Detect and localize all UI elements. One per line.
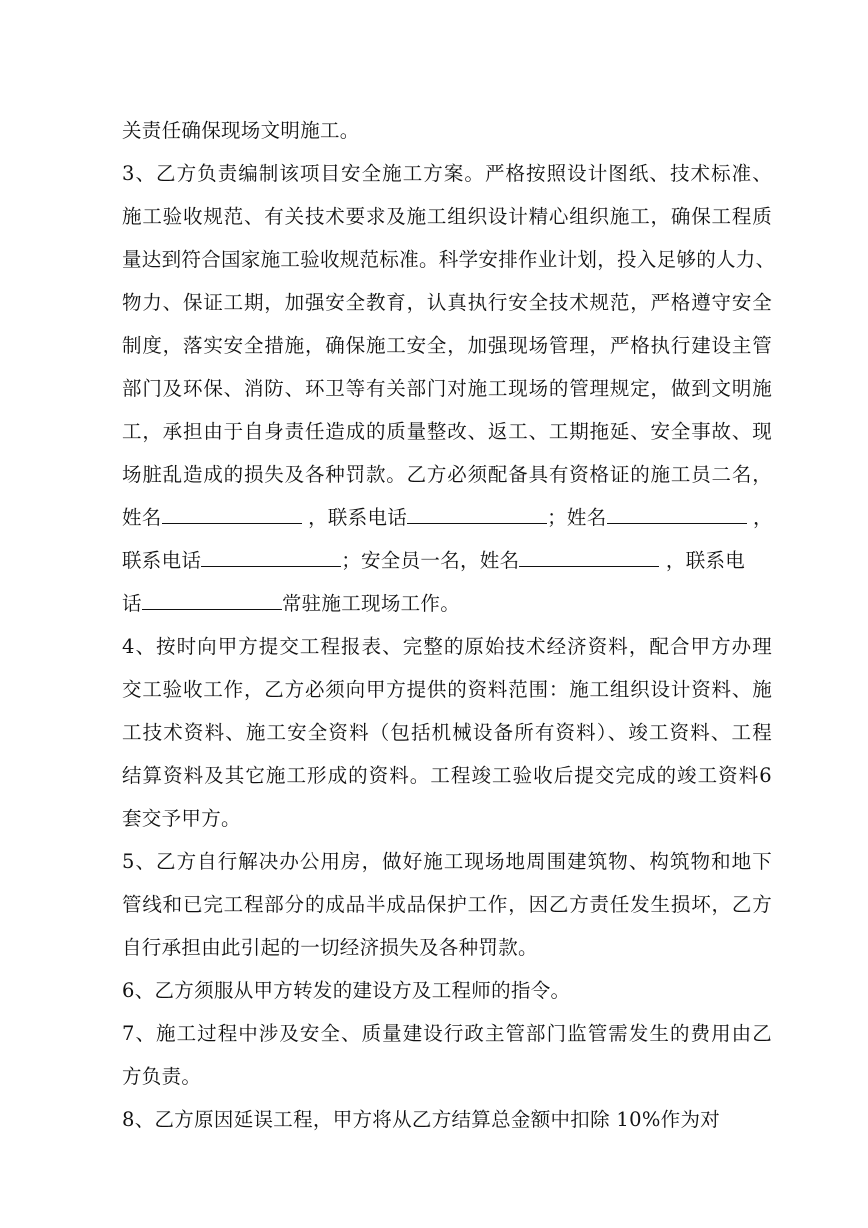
paragraph-line: 工技术资料、施工安全资料（包括机械设备所有资料）、竣工资料、工程 [122, 721, 772, 744]
paragraph-line: 工，承担由于自身责任造成的质量整改、返工、工期拖延、安全事故、现 [122, 420, 772, 443]
name-blank[interactable] [162, 505, 302, 524]
paragraph-line: 施工验收规范、有关技术要求及施工组织设计精心组织施工，确保工程质 [122, 205, 772, 228]
paragraph-line: 关责任确保现场文明施工。 [122, 119, 360, 142]
phone-blank[interactable] [201, 548, 341, 567]
phone-blank[interactable] [142, 591, 282, 610]
paragraph-line: 套交予甲方。 [122, 807, 241, 830]
fill-label: ，联系电话 [308, 506, 408, 529]
paragraph-line: 自行承担由此引起的一切经济损失及各种罚款。 [122, 936, 538, 959]
name-blank[interactable] [519, 548, 659, 567]
paragraph-line: 交工验收工作，乙方必须向甲方提供的资料范围：施工组织设计资料、施 [122, 678, 772, 701]
paragraph-line: 场脏乱造成的损失及各种罚款。乙方必须配备具有资格证的施工员二名， [122, 463, 772, 486]
paragraph-line: 量达到符合国家施工验收规范标准。科学安排作业计划，投入足够的人力、 [122, 248, 776, 271]
fill-label: 联系电话 [122, 549, 202, 572]
fill-line [122, 505, 772, 531]
fill-label: 话 [122, 592, 142, 615]
fill-label: 常驻施工现场工作。 [281, 592, 461, 615]
fill-label: ；安全员一名，姓名 [341, 549, 520, 572]
phone-blank[interactable] [407, 505, 547, 524]
paragraph-line: 制度，落实安全措施，确保施工安全，加强现场管理，严格执行建设主管 [122, 334, 772, 357]
paragraph-line: 5、乙方自行解决办公用房，做好施工现场地周围建筑物、构筑物和地下 [122, 850, 772, 873]
paragraph-line: 7、施工过程中涉及安全、质量建设行政主管部门监管需发生的费用由乙 [122, 1022, 772, 1045]
fill-label: ；姓名 [547, 506, 607, 529]
paragraph-line: 结算资料及其它施工形成的资料。工程竣工验收后提交完成的竣工资料6 [122, 764, 772, 787]
paragraph-line: 方负责。 [122, 1065, 202, 1088]
fill-label: ， [753, 506, 773, 529]
fill-label: 姓名 [122, 506, 162, 529]
paragraph-line: 物力、保证工期，加强安全教育，认真执行安全技术规范，严格遵守安全 [122, 291, 772, 314]
paragraph-line: 6、乙方须服从甲方转发的建设方及工程师的指令。 [122, 979, 571, 1002]
paragraph-line: 部门及环保、消防、环卫等有关部门对施工现场的管理规定，做到文明施 [122, 377, 772, 400]
paragraph-line: 8、乙方原因延误工程，甲方将从乙方结算总金额中扣除 10%作为对 [122, 1108, 721, 1131]
paragraph-line: 3、乙方负责编制该项目安全施工方案。严格按照设计图纸、技术标准、 [122, 162, 772, 185]
paragraph-line: 4、按时向甲方提交工程报表、完整的原始技术经济资料，配合甲方办理 [122, 635, 772, 658]
paragraph-line: 管线和已完工程部分的成品半成品保护工作，因乙方责任发生损坏，乙方 [122, 893, 772, 916]
name-blank[interactable] [607, 505, 747, 524]
fill-line [122, 591, 772, 617]
fill-line [122, 548, 772, 574]
fill-label: ，联系电 [665, 549, 746, 572]
